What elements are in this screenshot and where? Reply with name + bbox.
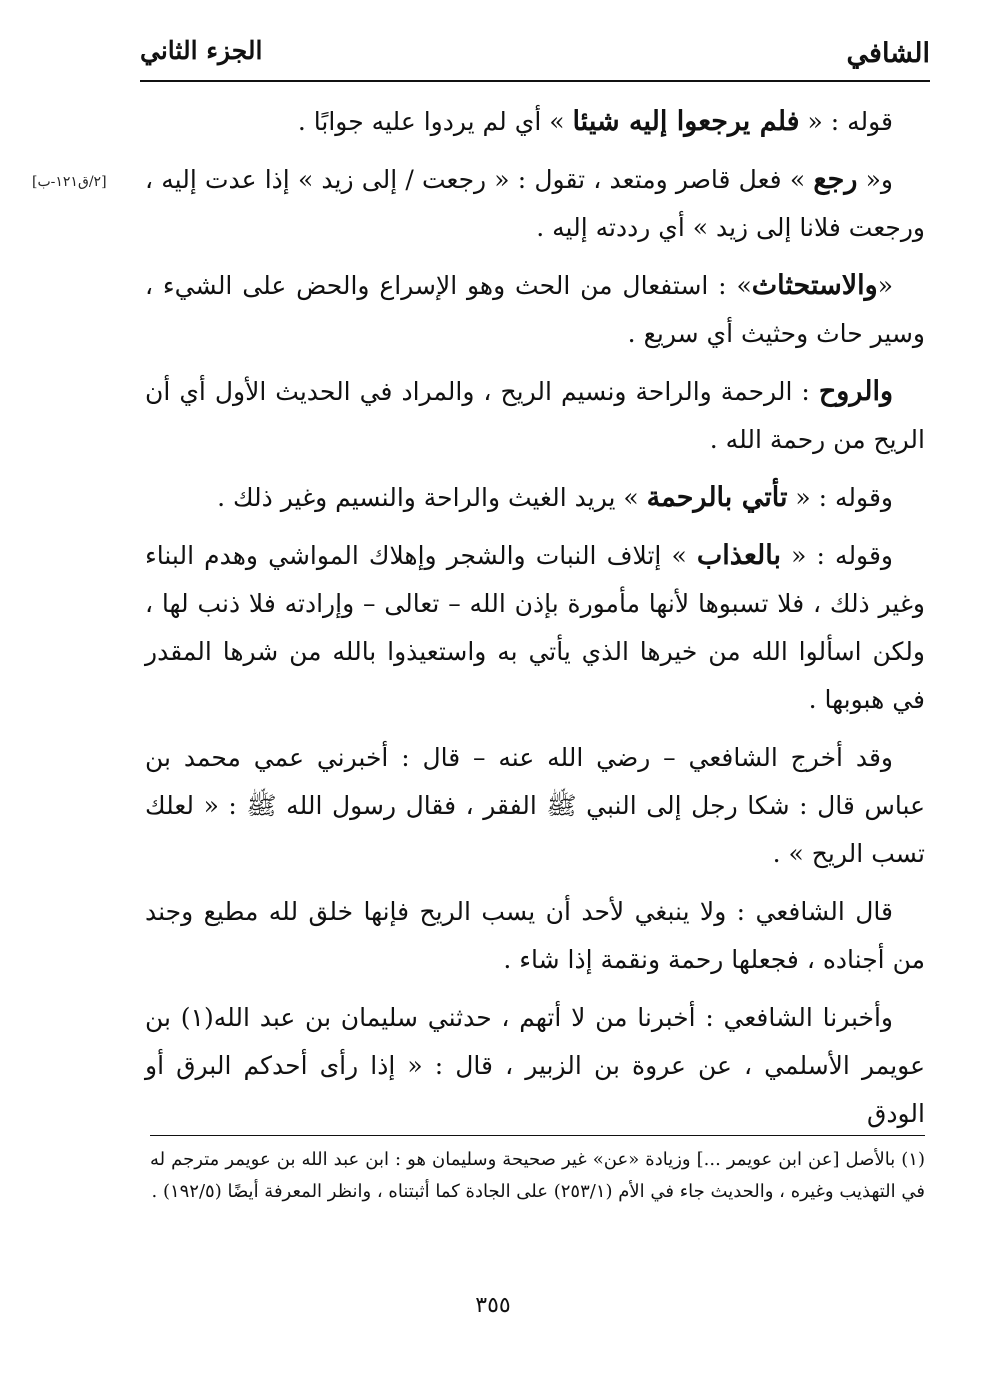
paragraph: قال الشافعي : ولا ينبغي لأحد أن يسب الريح فإنها خلق لله مطيع وجند من أجناده ، فجعلها رحمة ونقمة إذا شاء . bbox=[145, 897, 925, 974]
lemma: رجع bbox=[813, 164, 858, 195]
header-author: الشافي bbox=[846, 38, 930, 69]
footnote-separator bbox=[150, 1135, 925, 1136]
paragraph: و« رجع » فعل قاصر ومتعد ، تقول : « رجعت / إلى زيد » إذا عدت إليه ، ورجعت فلانا إلى زيد » أي رددته إليه . bbox=[145, 164, 925, 242]
paragraph: والروح : الرحمة والراحة ونسيم الريح ، والمراد في الحديث الأول أي أن الريح من رحمة الله . bbox=[145, 376, 925, 454]
lemma: والاستحثاث bbox=[751, 270, 878, 301]
footnote: (١) بالأصل [عن ابن عويمر ...] وزيادة «عن» غير صحيحة وسليمان هو : ابن عبد الله بن عويمر مترجم له في التهذيب وغيره ، والحديث جاء في الأم (٢٥٣/١) على الجادة كما أثبتناه ، وانظر المعرفة أيضًا (١٩٢/٥) . bbox=[150, 1149, 925, 1202]
paragraph: وأخبرنا الشافعي : أخبرنا من لا أتهم ، حدثني سليمان بن عبد الله(١) بن عويمر الأسلمي ، عن عروة بن الزبير ، قال : « إذا رأى أحدكم البرق أو الودق bbox=[145, 1003, 925, 1128]
lemma: فلم يرجعوا إليه شيئا bbox=[572, 106, 800, 137]
header-volume: الجزء الثاني bbox=[140, 36, 263, 65]
running-header bbox=[140, 32, 930, 72]
paragraph: وقد أخرج الشافعي – رضي الله عنه – قال : أخبرني عمي محمد بن عباس قال : شكا رجل إلى النبي ﷺ الفقر ، فقال رسول الله ﷺ : « لعلك تسب الريح » . bbox=[145, 743, 925, 868]
paragraph: قوله : « فلم يرجعوا إليه شيئا » أي لم يردوا عليه جوابًا . bbox=[297, 106, 893, 137]
header-rule bbox=[140, 80, 930, 82]
paragraph: وقوله : « بالعذاب » إتلاف النبات والشجر وإهلاك المواشي وهدم البناء وغير ذلك ، فلا تسبوها لأنها مأمورة بإذن الله – تعالى – وإرادته فلا ذنب لها ، ولكن اسألوا الله من خيرها الذي يأتي به واستعيذوا بالله من شرها المقدر في هبوبها . bbox=[145, 540, 925, 714]
main-text bbox=[145, 98, 925, 1148]
page-number: ٣٥٥ bbox=[475, 1293, 511, 1318]
lemma: والروح bbox=[818, 376, 893, 407]
paragraph: وقوله : « تأتي بالرحمة » يريد الغيث والراحة والنسيم وغير ذلك . bbox=[217, 482, 893, 513]
lemma: تأتي بالرحمة bbox=[646, 482, 788, 513]
lemma: بالعذاب bbox=[696, 540, 781, 571]
paragraph: «والاستحثاث» : استفعال من الحث وهو الإسراع والحض على الشيء ، وسير حاث وحثيث أي سريع . bbox=[145, 270, 925, 348]
manuscript-folio-reference: [٢/ق١٢١-ب] bbox=[32, 174, 107, 190]
